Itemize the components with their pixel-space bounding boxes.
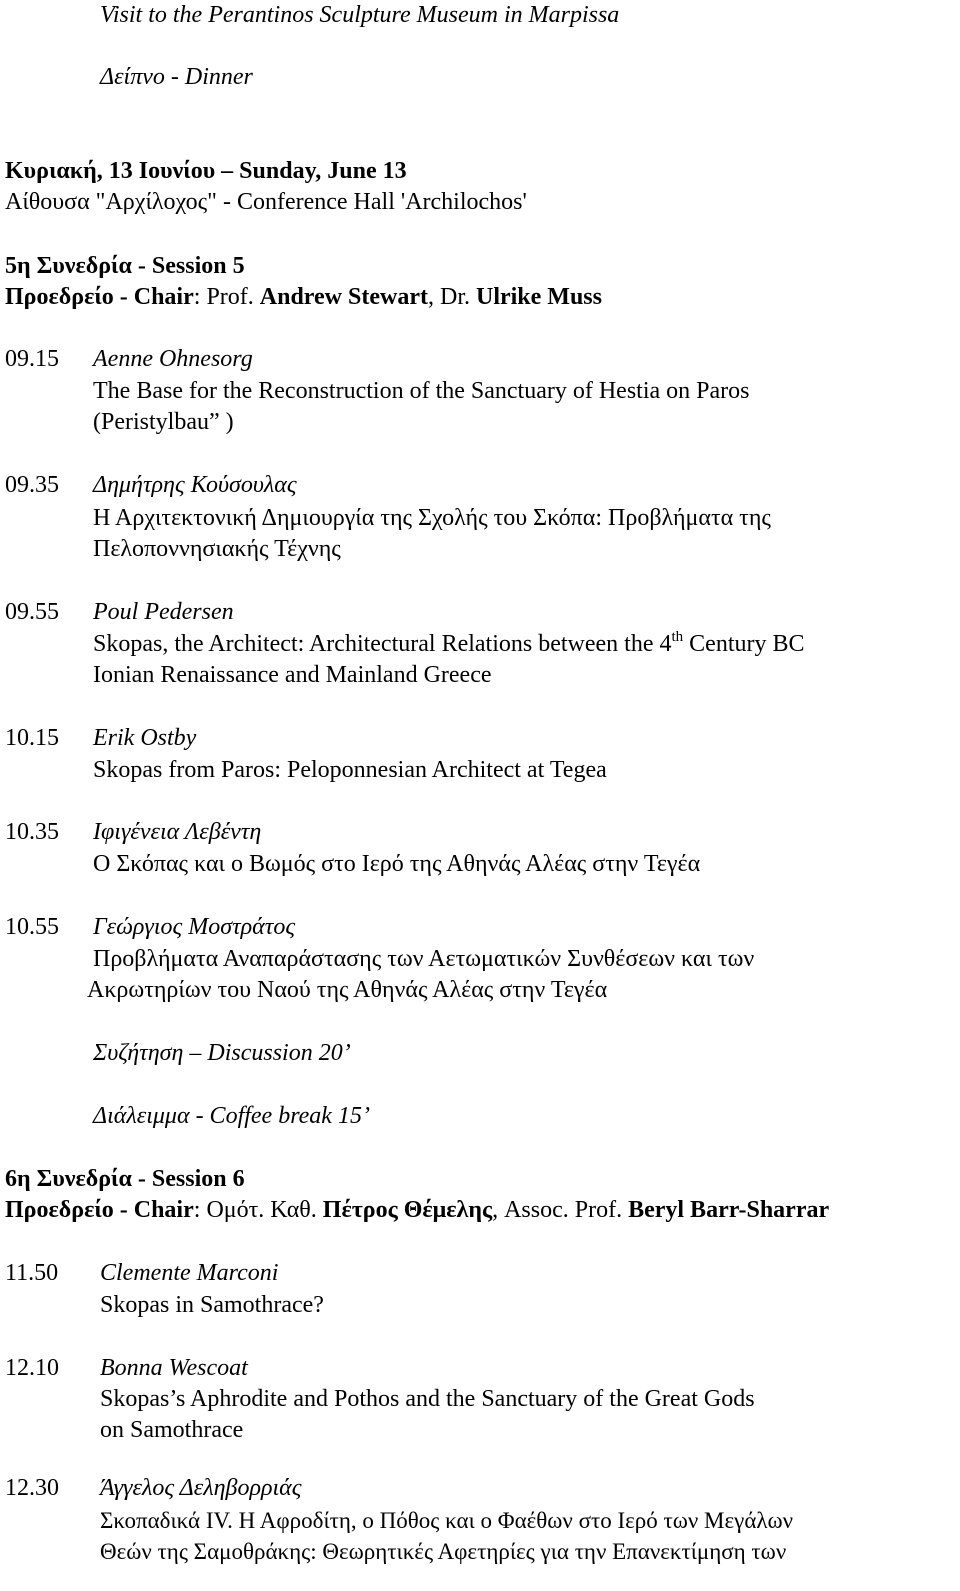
chair-colon: : — [193, 284, 207, 310]
talk-time: 09.35 — [5, 472, 59, 498]
talk-speaker: Aenne Ohnesorg — [93, 346, 253, 372]
talk-title: on Samothrace — [100, 1417, 244, 1443]
talk-title — [93, 629, 805, 660]
chair-title: Ομότ. Καθ. — [206, 1197, 323, 1223]
talk-time: 12.30 — [5, 1475, 59, 1501]
talk-title: Προβλήματα Αναπαράστασης των Αετωματικών Συνθέσεων και των — [93, 946, 755, 972]
title-text: Skopas, the Architect: Architectural Relations between the 4 — [93, 631, 672, 657]
talk-speaker: Ιφιγένεια Λεβέντη — [93, 819, 262, 845]
talk-time: 09.55 — [5, 599, 59, 625]
title-text: Century BC — [683, 631, 805, 657]
coffee-break-line: Διάλειμμα - Coffee break 15’ — [93, 1103, 370, 1129]
talk-title: Θεών της Σαμοθράκης: Θεωρητικές Αφετηρίες για την Επανεκτίμηση των — [100, 1539, 787, 1564]
talk-time: 12.10 — [5, 1355, 59, 1381]
session5-title: 5η Συνεδρία - Session 5 — [5, 253, 245, 279]
talk-title: Ο Σκόπας και ο Βωμός στο Ιερό της Αθηνάς Αλέας στην Τεγέα — [93, 851, 701, 877]
superscript: th — [671, 629, 684, 645]
talk-speaker: Δημήτρης Κούσουλας — [93, 472, 297, 498]
talk-speaker: Poul Pedersen — [93, 599, 234, 625]
talk-title: Ακρωτηρίων του Ναού της Αθηνάς Αλέας στην Τεγέα — [87, 977, 608, 1003]
talk-speaker: Erik Ostby — [93, 725, 197, 751]
session5-chair — [5, 282, 602, 313]
chair-separator: , Assoc. Prof. — [492, 1197, 629, 1223]
talk-time: 11.50 — [5, 1260, 59, 1286]
talk-time: 10.55 — [5, 914, 59, 940]
talk-title: (Peristylbau” ) — [93, 409, 234, 435]
chair-label: Προεδρείο - Chair — [5, 284, 194, 310]
chair-name: Beryl Barr-Sharrar — [628, 1197, 830, 1223]
talk-title: Skopas from Paros: Peloponnesian Architect at Tegea — [93, 757, 607, 783]
talk-speaker: Bonna Wescoat — [100, 1355, 248, 1381]
talk-speaker: Γεώργιος Μοστράτος — [93, 914, 296, 940]
day-date: Κυριακή, 13 Ιουνίου – Sunday, June 13 — [5, 158, 407, 184]
talk-title: Skopas in Samothrace? — [100, 1292, 324, 1318]
session6-title: 6η Συνεδρία - Session 6 — [5, 1166, 245, 1192]
discussion-line: Συζήτηση – Discussion 20’ — [93, 1040, 351, 1066]
talk-time: 09.15 — [5, 346, 59, 372]
chair-title: Prof. — [206, 284, 260, 310]
talk-title: Ionian Renaissance and Mainland Greece — [93, 662, 492, 688]
talk-title: Σκοπαδικά IV. Η Αφροδίτη, ο Πόθος και ο Φαέθων στο Ιερό των Μεγάλων — [100, 1508, 794, 1533]
chair-label: Προεδρείο - Chair — [5, 1197, 194, 1223]
talk-speaker: Clemente Marconi — [100, 1260, 279, 1286]
talk-title: Η Αρχιτεκτονική Δημιουργία της Σχολής του Σκόπα: Προβλήματα της — [93, 505, 771, 531]
chair-colon: : — [193, 1197, 207, 1223]
talk-title: Skopas’s Aphrodite and Pothos and the Sanctuary of the Great Gods — [100, 1386, 755, 1412]
dinner-line: Δείπνο - Dinner — [100, 64, 253, 90]
chair-name: Πέτρος Θέμελης — [322, 1197, 493, 1223]
session6-chair — [5, 1195, 829, 1226]
talk-title: Πελοποννησιακής Τέχνης — [93, 536, 341, 562]
visit-line: Visit to the Perantinos Sculpture Museum in Marpissa — [100, 2, 620, 28]
talk-title: The Base for the Reconstruction of the Sanctuary of Hestia on Paros — [93, 378, 750, 404]
chair-name: Andrew Stewart — [259, 284, 428, 310]
day-venue: Αίθουσα "Αρχίλοχος" - Conference Hall 'Archilochos' — [5, 189, 527, 215]
chair-separator: , Dr. — [427, 284, 476, 310]
talk-time: 10.15 — [5, 725, 59, 751]
talk-speaker: Άγγελος Δεληβορριάς — [100, 1475, 302, 1501]
chair-name: Ulrike Muss — [475, 284, 602, 310]
talk-time: 10.35 — [5, 819, 59, 845]
